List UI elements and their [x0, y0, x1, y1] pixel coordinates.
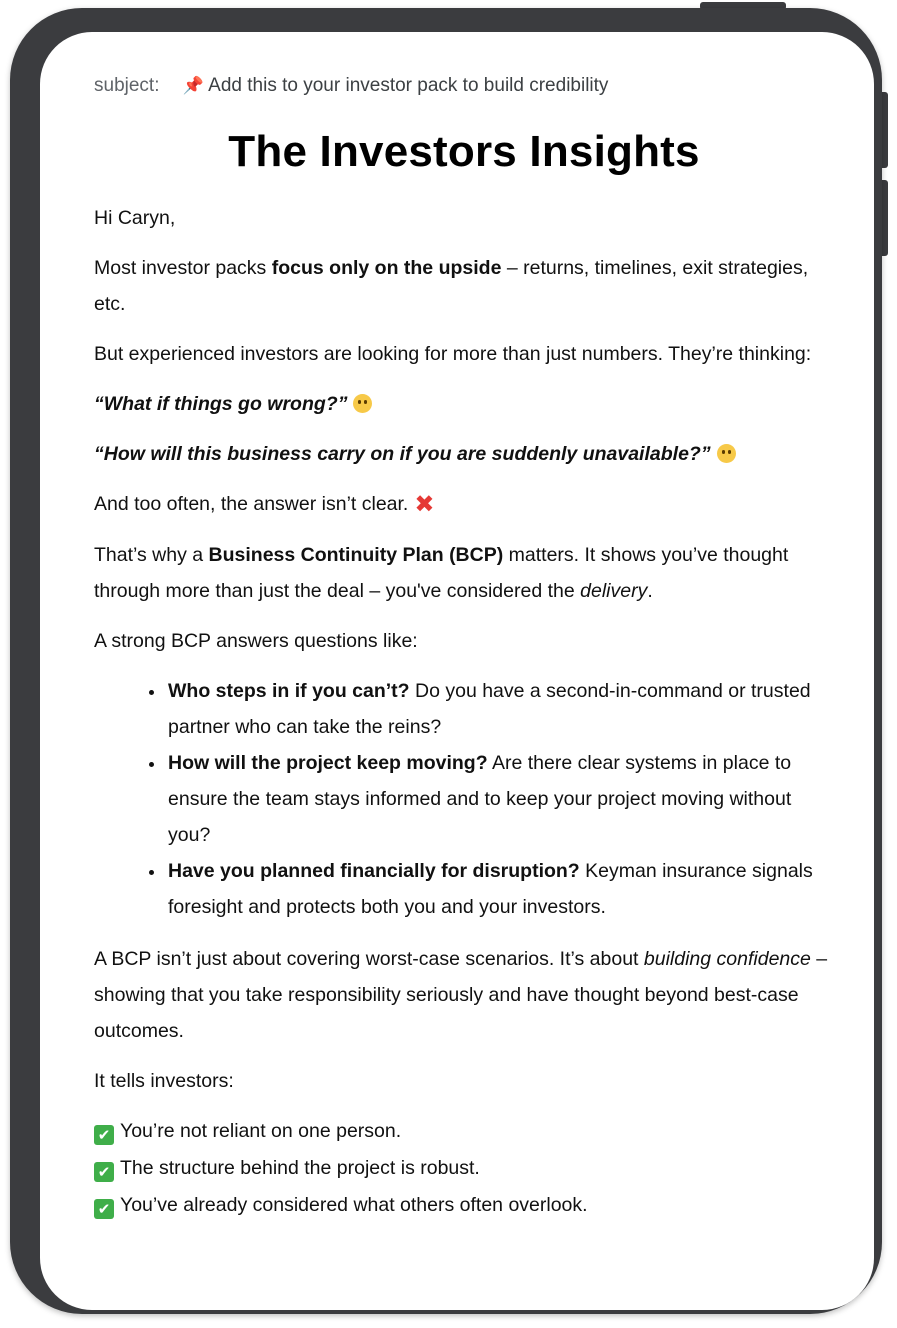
- quote-things-go-wrong: [94, 386, 834, 422]
- list-item: [166, 745, 834, 853]
- paragraph-strong-bcp: A strong BCP answers questions like:: [94, 630, 418, 652]
- bullet-bold: How will the project keep moving?: [168, 752, 488, 774]
- list-item: [166, 853, 834, 925]
- check-item-text: The structure behind the project is robust.: [120, 1157, 480, 1179]
- p4-italic: delivery: [580, 580, 648, 602]
- check-mark-icon: ✔: [94, 1199, 114, 1219]
- bullet-text: Are there clear systems in place to ensure the team stays informed and to keep your project moving without you?: [168, 752, 792, 846]
- paragraph-tells-investors: It tells investors:: [94, 1070, 234, 1092]
- p4-bold: Business Continuity Plan (BCP): [208, 544, 504, 566]
- list-item: [166, 673, 834, 745]
- paragraph-experienced: But experienced investors are looking for more than just numbers. They’re thinking:: [94, 343, 812, 365]
- quote1-text: “What if things go wrong?”: [94, 393, 348, 415]
- check-item-text: You’re not reliant on one person.: [120, 1120, 402, 1142]
- newsletter-title: The Investors Insights: [228, 127, 700, 176]
- greeting: Hi Caryn,: [94, 207, 176, 229]
- pushpin-icon: 📌: [182, 76, 204, 96]
- raised-eyebrow-face-icon: [353, 394, 372, 413]
- bullet-bold: Have you planned financially for disruption?: [168, 860, 580, 882]
- email-body: [94, 72, 834, 1224]
- paragraph-confidence: [94, 941, 834, 1049]
- email-screen[interactable]: [40, 32, 874, 1310]
- bullet-text: Do you have a second-in-command or trusted partner who can take the reins?: [168, 680, 811, 738]
- paragraph-bcp: [94, 537, 834, 609]
- check-mark-icon: ✔: [94, 1125, 114, 1145]
- check-item: [94, 1113, 834, 1150]
- subject-line: [94, 72, 834, 100]
- cross-mark-icon: ✖: [414, 491, 435, 518]
- p6-italic: building confidence: [643, 948, 811, 970]
- p6-text-after: – showing that you take responsibility seriously and have thought beyond best-case outcomes.: [94, 948, 828, 1042]
- bcp-questions-list: [94, 673, 834, 925]
- p1-text-after: – returns, timelines, exit strategies, etc.: [94, 257, 809, 315]
- p3-text: And too often, the answer isn’t clear.: [94, 493, 409, 515]
- check-item-text: You’ve already considered what others often overlook.: [120, 1194, 588, 1216]
- p6-text-before: A BCP isn’t just about covering worst-case scenarios. It’s about: [94, 948, 644, 970]
- p4-text-after: .: [647, 580, 653, 602]
- p4-text-before: That’s why a: [94, 544, 209, 566]
- p4-text-middle: matters. It shows you’ve thought through more than just the deal – you've considered the: [94, 544, 789, 602]
- paragraph-upside: [94, 250, 834, 322]
- check-mark-icon: ✔: [94, 1162, 114, 1182]
- check-item: [94, 1187, 834, 1224]
- subject-text: Add this to your investor pack to build credibility: [208, 75, 609, 96]
- bullet-text: Keyman insurance signals foresight and protects both you and your investors.: [168, 860, 813, 918]
- p1-text-before: Most investor packs: [94, 257, 272, 279]
- check-item: [94, 1150, 834, 1187]
- subject-label: subject:: [94, 75, 160, 96]
- p1-bold: focus only on the upside: [271, 257, 502, 279]
- bullet-bold: Who steps in if you can’t?: [168, 680, 410, 702]
- tablet-frame: [10, 8, 882, 1314]
- thinking-face-icon: [717, 444, 736, 463]
- quote-unavailable: [94, 436, 834, 472]
- paragraph-answer-unclear: [94, 486, 834, 523]
- quote2-text: “How will this business carry on if you are suddenly unavailable?”: [94, 443, 711, 465]
